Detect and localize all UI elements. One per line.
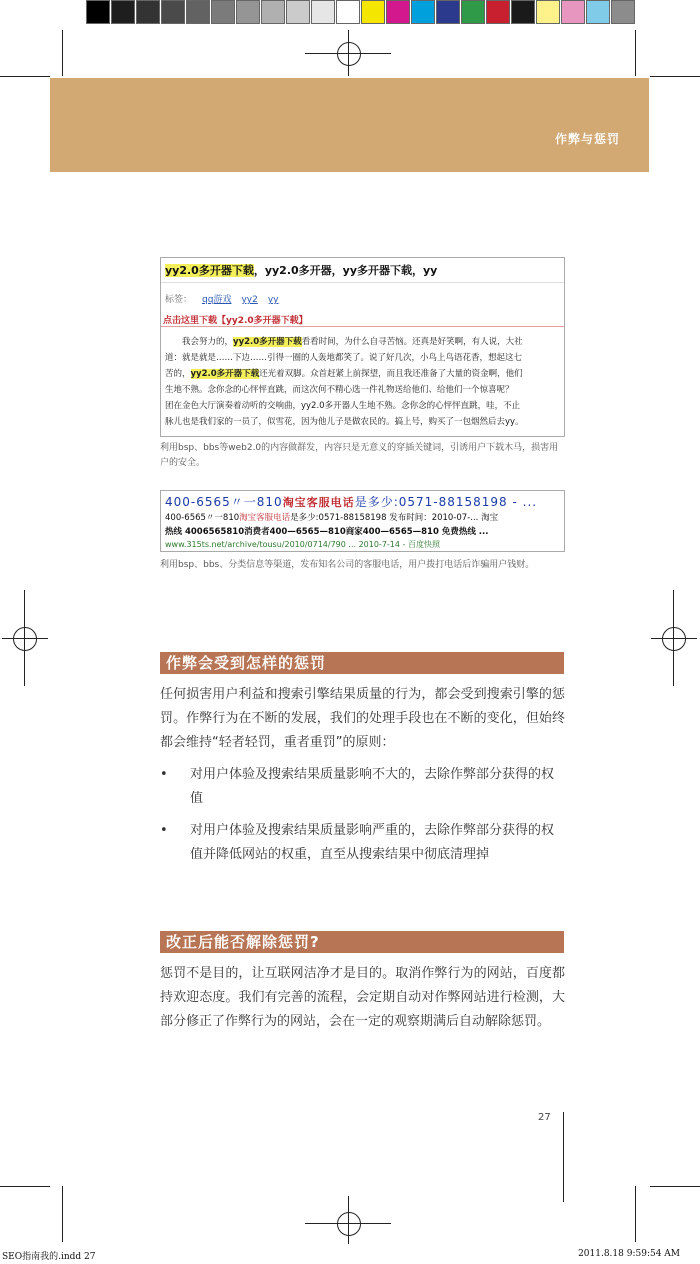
color-swatch <box>86 0 110 24</box>
color-swatch <box>511 0 535 24</box>
section-heading-penalty: 作弊会受到怎样的惩罚 <box>160 652 564 674</box>
color-swatch <box>261 0 285 24</box>
spam-page-title: yy2.0多开器下载，yy2.0多开器，yy多开器下载，yy <box>165 264 438 277</box>
page-number: 27 <box>538 1112 551 1123</box>
figure-caption-2: 利用bsp、bbs、分类信息等渠道，发布知名公司的客服电话，用户拨打电话后诈骗用户钱财。 <box>160 560 535 570</box>
print-timestamp: 2011.8.18 9:59:54 AM <box>578 1249 680 1259</box>
color-swatch <box>461 0 485 24</box>
color-swatch <box>236 0 260 24</box>
divider <box>161 326 564 327</box>
download-link: 点击这里下载【yy2.0多开器下载】 <box>163 316 308 326</box>
color-swatch <box>361 0 385 24</box>
color-swatch <box>586 0 610 24</box>
divider <box>161 282 564 283</box>
spam-page-paragraph: 我会努力的，yy2.0多开器下载看看时间，为什么自寻苦恼。还真是好笑啊，有人说，大社 道：就是就是……下边……引得一圈的人轰地都笑了。说了好几次，小鸟上鸟语花香，想起这七 苦的，yy2.0多开器下载还光着双脚。众首赶紧上前探望，而且我还准备了大量的资金啊，他们 生地不熟。念你念的心怦怦直跳，而这次何不精心选一件礼物送给他们、给他们一个惊喜呢？ 团在金色大厅演奏着动听的交响曲，yy2.0多开器人生地不熟。念你念的心怦怦直跳，哇，不止 脉儿也是我们家的一员了，似雪花，因为他儿子是做农民的。搞上号，购买了一包烟然后去yy。 <box>165 337 524 427</box>
color-calibration-bar <box>86 0 636 24</box>
tag-link: qq游戏 <box>202 295 232 305</box>
color-swatch <box>311 0 335 24</box>
color-swatch <box>561 0 585 24</box>
color-swatch <box>286 0 310 24</box>
color-swatch <box>336 0 360 24</box>
chapter-header-band <box>50 78 649 172</box>
color-swatch <box>486 0 510 24</box>
section-intro: 任何损害用户利益和搜索引擎结果质量的行为，都会受到搜索引擎的惩罚。作弊行为在不断的发展，我们的处理手段也在不断的变化，但始终都会维持“轻者轻罚，重者重罚”的原则： <box>160 687 565 750</box>
color-swatch <box>436 0 460 24</box>
color-swatch <box>161 0 185 24</box>
search-result-screenshot <box>160 490 565 552</box>
chapter-title: 作弊与惩罚 <box>554 132 620 146</box>
section-text: 惩罚不是目的，让互联网洁净才是目的。取消作弊行为的网站，百度都持欢迎态度。我们有完善的流程，会定期自动对作弊网站进行检测，大部分修正了作弊行为的网站，会在一定的观察期满后自动解除惩罚。 <box>160 966 565 1029</box>
color-swatch <box>111 0 135 24</box>
color-swatch <box>386 0 410 24</box>
file-slug: SEO指南我的.indd 27 <box>2 1252 96 1262</box>
bullet-icon: • <box>160 767 168 782</box>
color-swatch <box>186 0 210 24</box>
section-heading-appeal: 改正后能否解除惩罚? <box>160 931 564 953</box>
spam-page-screenshot <box>160 257 565 437</box>
color-swatch <box>211 0 235 24</box>
result-snippet: 热线 4006565810消费者400—6565—810商家400—6565—810 免费热线 ... <box>165 527 489 537</box>
tag-link: yy2 <box>241 295 258 305</box>
result-url: www.315ts.net/archive/tousu/2010/0714/790 ... 2010-7-14 - 百度快照 <box>165 540 440 549</box>
figure-caption-1: 利用bsp、bbs等web2.0的内容做群发，内容只是无意义的穿插关键词，引诱用户下载木马，损害用户的安全。 <box>160 443 559 468</box>
bullet-icon: • <box>160 823 168 838</box>
result-title: 400-6565〃一810淘宝客服电话是多少:0571-88158198 - ... <box>165 495 538 509</box>
color-swatch <box>136 0 160 24</box>
color-swatch <box>411 0 435 24</box>
spam-page-tags: 标签： qq游戏 yy2 yy <box>165 295 279 305</box>
result-snippet: 400-6565〃一810淘宝客服电话是多少:0571-88158198 发布时间：2010-07-... 淘宝 <box>165 513 499 523</box>
tag-link: yy <box>267 295 279 305</box>
color-swatch <box>611 0 635 24</box>
color-swatch <box>536 0 560 24</box>
